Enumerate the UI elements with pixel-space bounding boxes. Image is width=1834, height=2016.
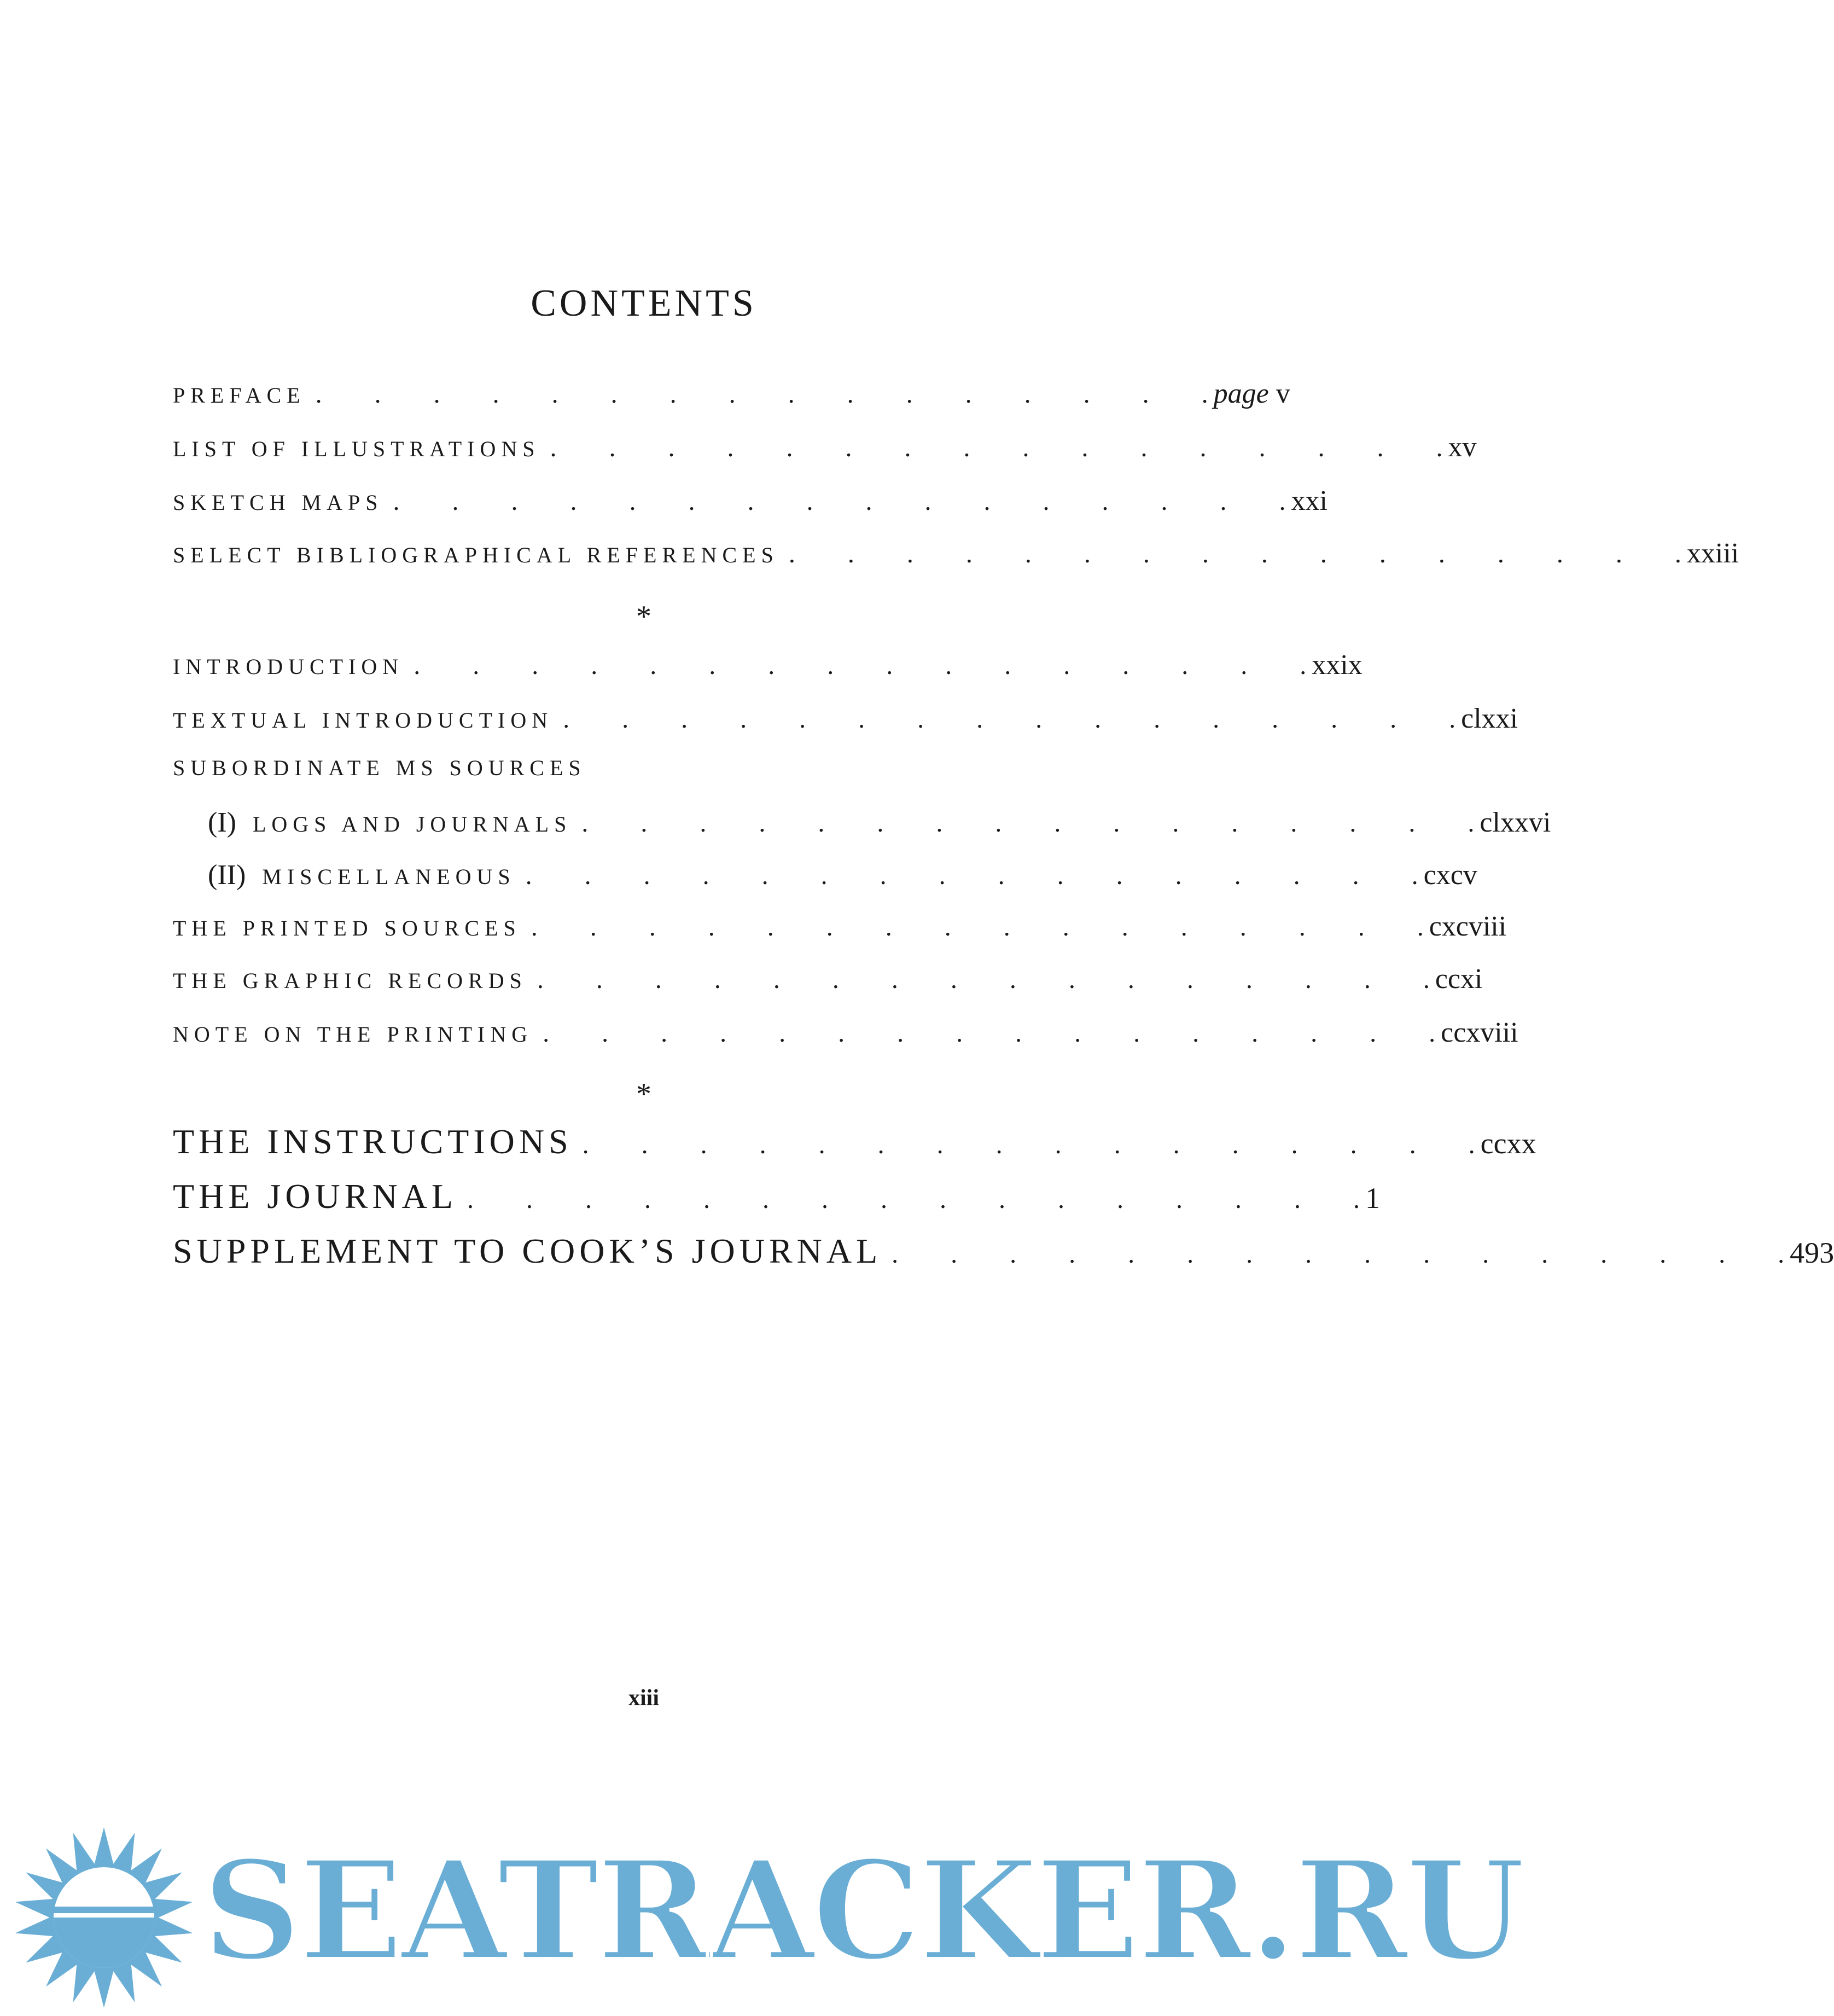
toc-entry-label: INTRODUCTION [173, 654, 404, 679]
toc-entry-page: 493 [1790, 1236, 1834, 1269]
toc-entry-label: (I) LOGS AND JOURNALS [208, 807, 572, 838]
toc-entry-page: xxix [1312, 649, 1363, 681]
section-separator: * [636, 600, 651, 634]
dot-leader [882, 1239, 1784, 1269]
toc-entry-textual-introduction[interactable] [173, 702, 1518, 735]
dot-leader [527, 965, 1430, 995]
dot-leader [521, 912, 1424, 942]
toc-entry-label: SUBORDINATE MS SOURCES [173, 756, 586, 780]
dot-leader [457, 1184, 1360, 1215]
dot-leader [533, 1018, 1435, 1048]
toc-entry-page: xxiii [1686, 538, 1739, 569]
toc-entry-page: cxcv [1423, 859, 1477, 891]
toc-entry-label: THE PRINTED SOURCES [173, 916, 521, 940]
toc-entry-instructions[interactable] [173, 1122, 1536, 1162]
toc-entry-label: NOTE ON THE PRINTING [173, 1022, 533, 1047]
watermark-text: SEATRACKER.RU [202, 1830, 1523, 1991]
section-separator: * [636, 1077, 651, 1111]
page-number: xiii [628, 1686, 659, 1711]
toc-entry-printed-sources[interactable] [173, 910, 1507, 943]
toc-entry-introduction[interactable] [173, 649, 1363, 681]
toc-entry-label: THE INSTRUCTIONS [173, 1122, 573, 1161]
toc-entry-page: ccxx [1480, 1127, 1536, 1160]
toc-entry-label: SUPPLEMENT TO COOK’S JOURNAL [173, 1231, 882, 1270]
toc-entry-label: SELECT BIBLIOGRAPHICAL REFERENCES [173, 543, 779, 567]
toc-entry-note-on-printing[interactable] [173, 1016, 1518, 1049]
toc-entry-page: ccxviii [1441, 1017, 1518, 1048]
toc-entry-page: xxi [1291, 485, 1328, 516]
dot-leader [306, 379, 1208, 409]
toc-entry-journal[interactable] [173, 1176, 1380, 1217]
page-prefix: page [1213, 378, 1269, 409]
toc-entry-page: ccxi [1435, 963, 1483, 995]
dot-leader [779, 539, 1681, 569]
dot-leader [516, 861, 1418, 891]
toc-entry-subordinate-ms-sources[interactable] [173, 755, 1125, 781]
dot-leader [540, 433, 1443, 463]
dot-leader [383, 486, 1286, 516]
toc-entry-graphic-records[interactable] [173, 963, 1483, 995]
dot-leader [404, 650, 1306, 681]
dot-leader [573, 1130, 1475, 1160]
toc-entry-page: clxxi [1461, 703, 1518, 734]
toc-entry-label: THE JOURNAL [173, 1177, 457, 1216]
toc-entry-label: TEXTUAL INTRODUCTION [173, 708, 554, 733]
toc-entry-sketch-maps[interactable] [173, 485, 1328, 517]
entry-number: (I) [208, 807, 236, 838]
toc-entry-label: SKETCH MAPS [173, 490, 383, 515]
toc-entry-page: cxcviii [1429, 911, 1507, 942]
page-title: CONTENTS [531, 282, 757, 324]
toc-entry-miscellaneous[interactable] [208, 859, 1477, 891]
toc-entry-label: (II) MISCELLANEOUS [208, 859, 516, 891]
toc-entry-page: 1 [1365, 1182, 1380, 1215]
toc-entry-label: PREFACE [173, 383, 306, 408]
toc-entry-page: clxxvi [1480, 807, 1551, 838]
toc-entry-label: THE GRAPHIC RECORDS [173, 968, 527, 993]
toc-entry-supplement[interactable] [173, 1231, 1834, 1271]
toc-entry-bibliographical-references[interactable] [173, 537, 1739, 570]
toc-entry-preface[interactable] [173, 377, 1290, 410]
toc-entry-page: xv [1448, 432, 1477, 463]
entry-number: (II) [208, 859, 246, 891]
dot-leader [572, 808, 1474, 838]
toc-entry-list-of-illustrations[interactable] [173, 431, 1477, 463]
dot-leader [553, 704, 1455, 734]
toc-entry-label: LIST OF ILLUSTRATIONS [173, 437, 540, 461]
toc-entry-logs-and-journals[interactable] [208, 806, 1551, 839]
toc-entry-page: page v [1213, 378, 1290, 409]
